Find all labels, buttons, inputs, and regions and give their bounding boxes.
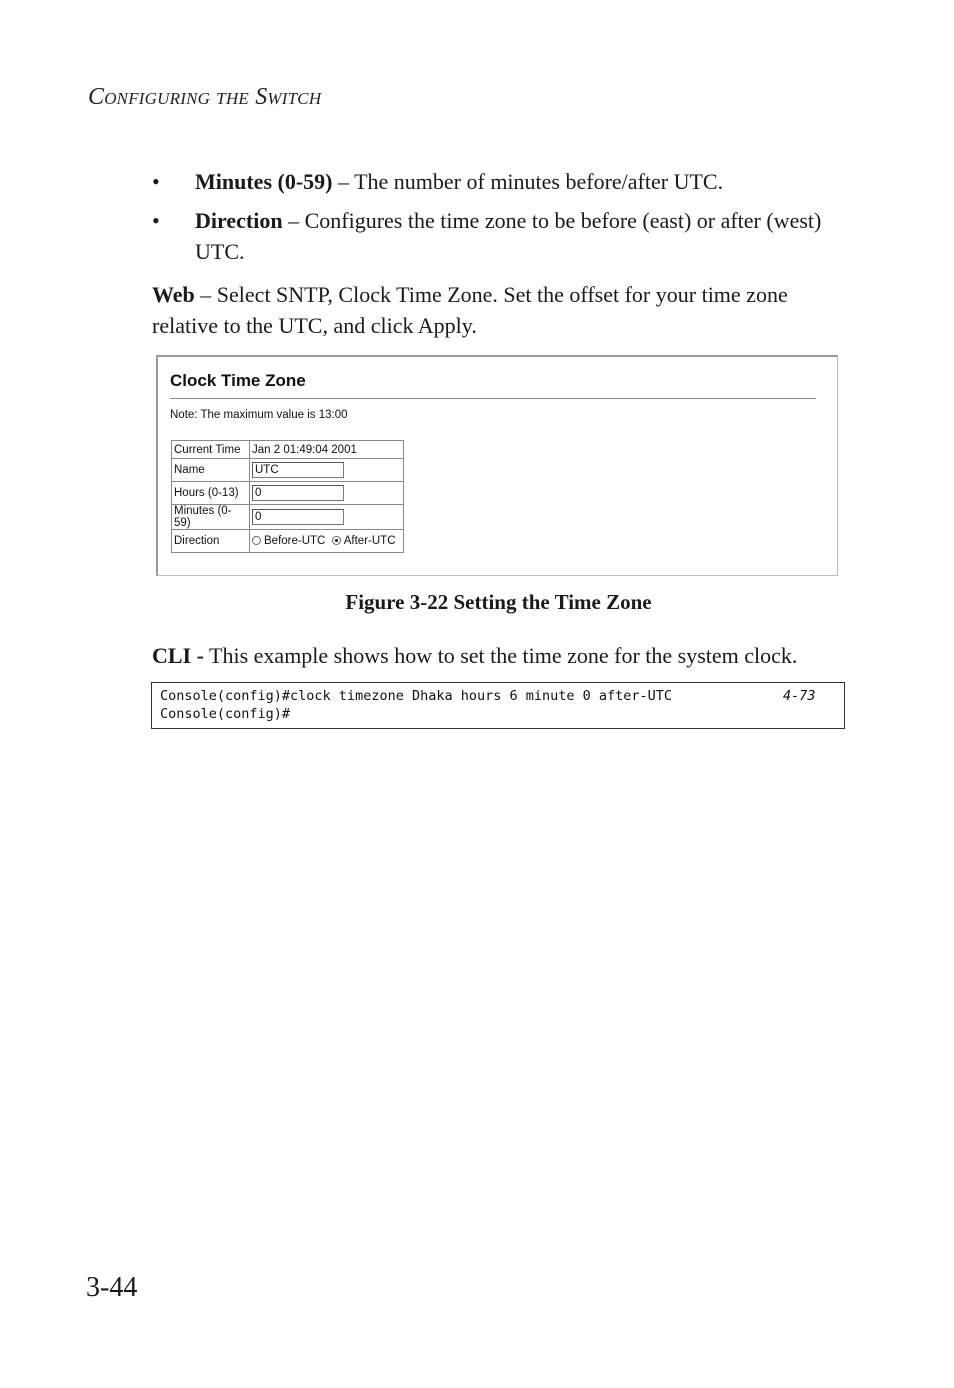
table-row — [172, 530, 404, 553]
table-row — [172, 441, 404, 459]
web-text: – Select SNTP, Clock Time Zone. Set the offset for your time zone relative to the UTC, and click Apply. — [152, 282, 788, 338]
bullet-desc: – Configures the time zone to be before (east) or after (west) UTC. — [195, 208, 822, 264]
figure-caption: Figure 3-22 Setting the Time Zone — [345, 590, 652, 614]
table-row — [172, 505, 404, 530]
bullet-term: Direction — [195, 208, 283, 233]
running-header: Configuring the Switch — [88, 84, 322, 110]
bullet-term: Minutes (0-59) — [195, 169, 333, 194]
code-example — [151, 682, 845, 729]
hours-input[interactable]: 0 — [252, 485, 344, 501]
cli-paragraph — [152, 640, 852, 671]
hours-label: Hours (0-13) — [172, 482, 250, 505]
code-line: Console(config)#clock timezone Dhaka hours 6 minute 0 after-UTC — [160, 688, 673, 704]
table-row — [172, 482, 404, 505]
name-input[interactable]: UTC — [252, 462, 344, 478]
cli-text: This example shows how to set the time zone for the system clock. — [203, 643, 798, 668]
minutes-input[interactable]: 0 — [252, 509, 344, 525]
bullet-marker: • — [152, 169, 160, 194]
code-reference: 4-73 — [783, 688, 816, 704]
before-utc-label: Before-UTC — [264, 535, 326, 547]
name-label: Name — [172, 459, 250, 482]
panel-title: Clock Time Zone — [170, 371, 306, 390]
bullet-direction — [195, 205, 835, 267]
minutes-label: Minutes (0-59) — [172, 505, 250, 530]
cli-label: CLI - — [152, 643, 204, 668]
table-row — [172, 459, 404, 482]
bullet-marker: • — [152, 208, 160, 233]
bullet-desc: – The number of minutes before/after UTC. — [332, 169, 724, 194]
code-line: Console(config)# — [160, 706, 291, 722]
panel-note: Note: The maximum value is 13:00 — [170, 409, 348, 421]
after-utc-radio[interactable] — [332, 536, 341, 545]
web-paragraph — [152, 279, 842, 341]
current-time-label: Current Time — [172, 441, 250, 459]
web-label: Web — [152, 282, 195, 307]
bullet-minutes — [195, 166, 855, 197]
page-number: 3-44 — [86, 1272, 138, 1303]
direction-label: Direction — [172, 530, 250, 553]
after-utc-label: After-UTC — [343, 535, 396, 547]
clock-time-zone-screenshot — [156, 355, 838, 576]
current-time-value: Jan 2 01:49:04 2001 — [250, 441, 404, 459]
before-utc-radio[interactable] — [252, 536, 261, 545]
panel-divider — [170, 398, 816, 399]
time-zone-table — [171, 440, 404, 553]
